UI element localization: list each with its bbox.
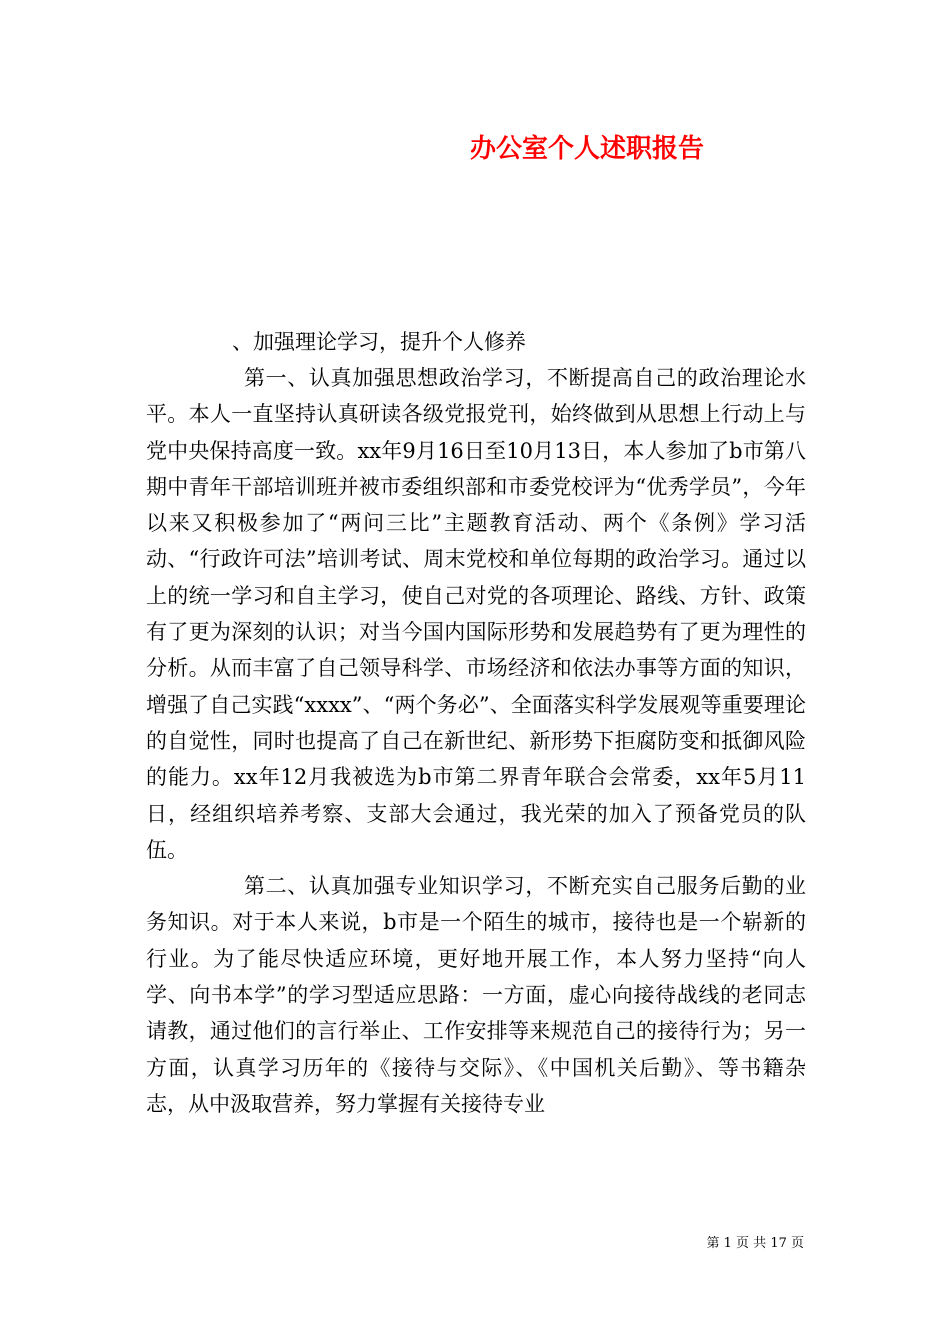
paragraph-2: 第二、认真加强专业知识学习，不断充实自己服务后勤的业务知识。对于本人来说，b市是一个陌生的城市，接待也是一个崭新的行业。为了能尽快适应环境，更好地开展工作，本人努力坚持“向人学、向书本学”的学习型适应思路：一方面，虚心向接待战线的老同志请教，通过他们的言行举止、工作安排等来规范自己的接待行为；另一方面，认真学习历年的《接待与交际》、《中国机关后勤》、等书籍杂志，从中汲取营养，努力掌握有关接待专业 bbox=[146, 874, 806, 1116]
title-area bbox=[0, 128, 950, 168]
document-body bbox=[146, 360, 806, 1122]
paragraph-1: 第一、认真加强思想政治学习，不断提高自己的政治理论水平。本人一直坚持认真研读各级党报党刊，始终做到从思想上行动上与党中央保持高度一致。xx年9月16日至10月13日，本人参加了b市第八期中青年干部培训班并被市委组织部和市委党校评为“优秀学员”，今年以来又积极参加了“两问三比”主题教育活动、两个《条例》学习活动、“行政许可法”培训考试、周末党校和单位每期的政治学习。通过以上的统一学习和自主学习，使自己对党的各项理论、路线、方针、政策有了更为深刻的认识；对当今国内国际形势和发展趋势有了更为理性的分析。从而丰富了自己领导科学、市场经济和依法办事等方面的知识，增强了自己实践“xxxx”、“两个务必”、全面落实科学发展观等重要理论的自觉性，同时也提高了自己在新世纪、新形势下拒腐防变和抵御风险的能力。xx年12月我被选为b市第二界青年联合会常委，xx年5月11日，经组织培养考察、支部大会通过，我光荣的加入了预备党员的队伍。 bbox=[146, 366, 806, 862]
document-title: 办公室个人述职报告 bbox=[470, 134, 705, 164]
section-heading: 、加强理论学习，提升个人修养 bbox=[232, 330, 526, 354]
page-number: 第 1 页 共 17 页 bbox=[706, 1236, 804, 1251]
